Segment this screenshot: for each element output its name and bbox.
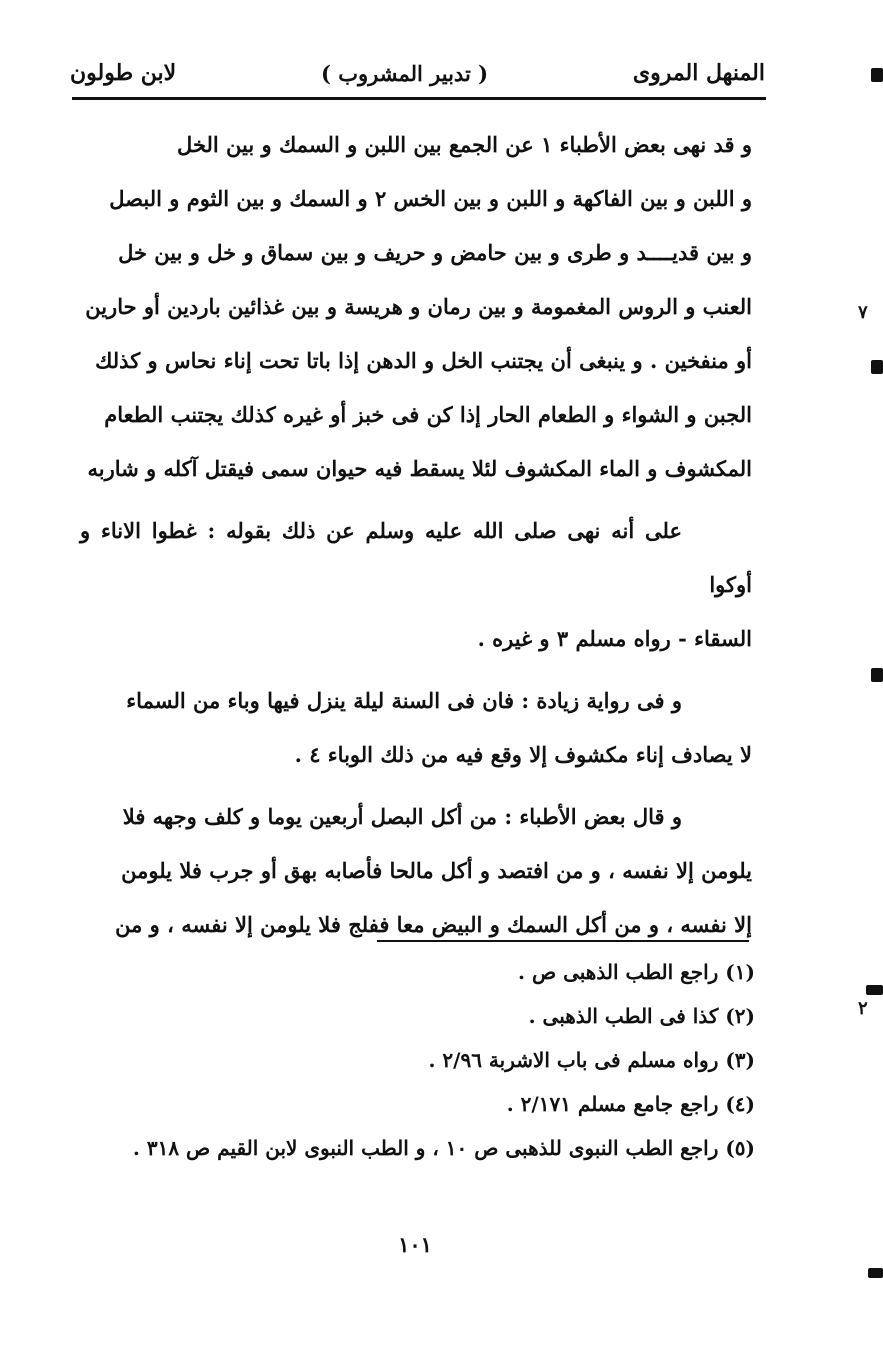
text-line: السقاء - رواه مسلم ٣ و غيره . — [477, 626, 752, 651]
margin-mark — [868, 1268, 883, 1278]
margin-number: ٢ — [858, 998, 868, 1019]
header-book-title: المنهل المروى — [632, 60, 765, 86]
footnote: (١) راجع الطب الذهبى ص . — [518, 960, 755, 984]
text-line: و قال بعض الأطباء : من أكل البصل أربعين يوما و كلف وجهه فلا — [122, 804, 682, 829]
footnote: (٣) رواه مسلم فى باب الاشربة ٢/٩٦ . — [428, 1048, 755, 1072]
text-line: على أنه نهى صلى الله عليه وسلم عن ذلك بقوله : غطوا الاناء و أوكوا — [80, 518, 752, 597]
header-chapter-title: ( تدبير المشروب ) — [321, 60, 489, 86]
margin-number: ٧ — [858, 302, 868, 323]
margin-mark — [866, 985, 883, 995]
text-line: لا يصادف إناء مكشوف إلا وقع فيه من ذلك الوباء ٤ . — [294, 742, 752, 767]
text-line: و اللبن و بين الفاكهة و اللبن و بين الخس ٢ و السمك و بين الثوم و البصل — [109, 186, 752, 211]
header-author: لابن طولون — [70, 60, 177, 86]
text-line: المكشوف و الماء المكشوف لئلا يسقط فيه حيوان سمى فيقتل آكله و شاربه — [87, 456, 752, 481]
margin-mark — [871, 68, 883, 82]
footnotes — [95, 950, 755, 1170]
margin-mark — [871, 360, 883, 374]
text-line: العنب و الروس المغمومة و بين رمان و هريسة و بين غذائين باردين أو حارين — [85, 294, 752, 319]
page-number: ١٠١ — [398, 1232, 432, 1257]
margin-mark — [871, 668, 883, 682]
text-line: الجبن و الشواء و الطعام الحار إذا كن فى خبز أو غيره كذلك يجتنب الطعام — [104, 402, 752, 427]
text-line: و قد نهى بعض الأطباء ١ عن الجمع بين اللبن و السمك و بين الخل — [177, 132, 752, 157]
footnote-rule — [377, 940, 749, 942]
text-line: و فى رواية زيادة : فان فى السنة ليلة ينزل فيها وباء من السماء — [126, 688, 682, 713]
footnote: (٢) كذا فى الطب الذهبى . — [528, 1004, 755, 1028]
footnote: (٥) راجع الطب النبوى للذهبى ص ١٠ ، و الطب النبوى لابن القيم ص ٣١٨ . — [132, 1136, 755, 1160]
running-header — [70, 50, 765, 96]
text-line: إلا نفسه ، و من أكل السمك و البيض معا ففلج فلا يلومن إلا نفسه ، و من — [115, 912, 752, 937]
text-line: و بين قديــــد و طرى و بين حامض و حريف و بين سماق و خل و بين خل — [118, 240, 752, 265]
footnote: (٤) راجع جامع مسلم ٢/١٧١ . — [506, 1092, 755, 1116]
text-line: يلومن إلا نفسه ، و من افتصد و أكل مالحا فأصابه بهق أو جرب فلا يلومن — [121, 858, 752, 883]
header-rule — [72, 97, 766, 100]
main-text — [80, 118, 752, 952]
text-line: أو منفخين . و ينبغى أن يجتنب الخل و الدهن إذا باتا تحت إناء نحاس و كذلك — [95, 348, 752, 373]
